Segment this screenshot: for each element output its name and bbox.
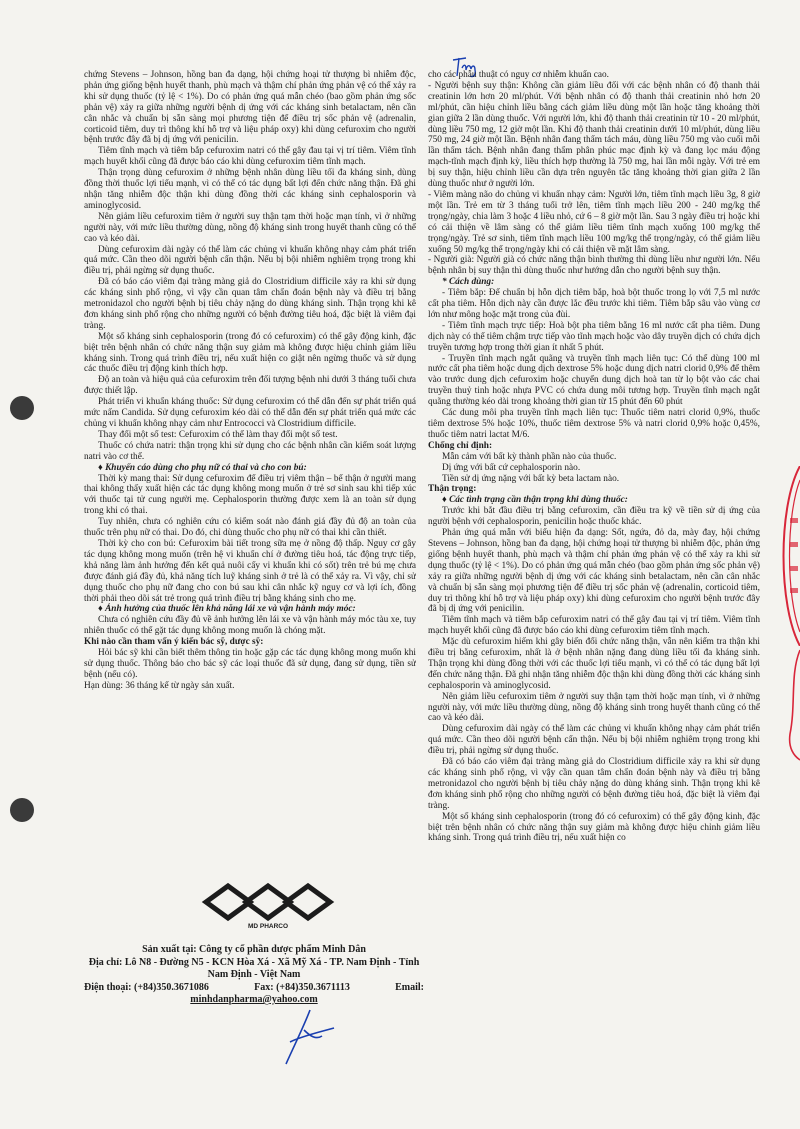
paragraph: Hỏi bác sỹ khi cần biết thêm thông tin hoặc gặp các tác dụng không mong muốn khi sử dụng thuốc. Thông báo cho bác sỹ các loại thuốc đã sử dụng, đang sử dụng, tiền sử bệnh (nếu có). (84, 648, 416, 680)
paragraph: Phản ứng quá mẫn với biểu hiện đa dạng: Sốt, ngứa, đỏ da, mày đay, hội chứng Stevens – Johnson, hồng ban đa dạng, hội chứng hoại tử thượng bì nhiễm độc, phản ứng giống bệnh huyết thanh, phù mạch và thậm chí phản ứng phản vệ có thể xảy ra khi sử dụng thuốc (tỷ lệ < 1%). Do có phản ứng quá mẫn chéo (bao gồm phản ứng sốc phản vệ) xảy ra giữa những người bệnh dị ứng với các kháng sinh betalactam, nên cần cân nhắc và chuẩn bị sẵn sàng mọi phương tiện để điều trị sốc phản vệ (adrenalin, corticoid tiêm, duy trì thông khí hỗ trợ và liệu pháp oxy) khi dùng cefuroxim cho người bệnh trước đây đã bị dị ứng với penicilin. (428, 528, 760, 615)
paragraph: - Tiêm tĩnh mạch trực tiếp: Hoà bột pha tiêm bằng 16 ml nước cất pha tiêm. Dung dịch này có thể tiêm chậm trực tiếp vào tĩnh mạch hoặc vào dây truyền dịch có chứa dịch truyền tương hợp trong thời gian ít nhất 5 phút. (428, 320, 760, 353)
red-stamp-seal (772, 466, 800, 646)
fax-label: Fax: (254, 981, 274, 993)
paragraph: Đã có báo cáo viêm đại tràng màng giả do Clostridium difficile xảy ra khi sử dụng các kháng sinh phổ rộng, vì vậy cần quan tâm chẩn đoán bệnh này và điều trị bằng metronidazol cho người bệnh bị tiêu chảy nặng do dùng kháng sinh. Thận trọng khi kê đơn kháng sinh phổ rộng cho những người có bệnh đường tiêu hoá, đặc biệt là viêm đại tràng. (428, 757, 760, 811)
manufacturer-name: Công ty cổ phần dược phẩm Minh Dân (196, 944, 366, 955)
paragraph: Một số kháng sinh cephalosporin (trong đó có cefuroxim) có thể gây động kinh, đặc biệt trên bệnh nhân có chức năng thận suy giảm mà không được hiệu chỉnh giảm liều kháng sinh. Trong quá trình điều trị, nếu xuất hiện co giật nên ngừng thuốc và sử dụng các thuốc điều trị động kinh thích hợp. (84, 331, 416, 375)
paragraph: - Người bệnh suy thận: Không cần giảm liều đối với các bệnh nhân có độ thanh thải creatinin lớn hơn 20 ml/phút. Với bệnh nhân có độ thanh thải creatinin nhỏ hơn 20 ml/phút, cần hiệu chỉnh liều bằng cách giảm liều dùng một lần hoặc tăng khoảng thời gian giữa 2 lần dùng thuốc. Với người lớn, khi độ thanh thải creatinin từ 10 - 20 ml/phút, dùng liều 750 mg, 12 giờ một lần. Khi độ thanh thải creatinin dưới 10 ml/phút, dùng liều 750 mg, 24 giờ một lần. Bệnh nhân đang thẩm tách máu, dùng liều 750 mg vào cuối mỗi lần thẩm tách. Bệnh nhân đang thẩm phân phúc mạc định kỳ và đang lọc máu động mạch-tĩnh mạch định kỳ, liều thích hợp thường là 750 mg, hai lần mỗi ngày. Với trẻ em bị suy thận, hiệu chỉnh liều cần dựa trên nguyên tắc tăng khoảng thời gian giữa 2 lần dùng thuốc như ở người lớn. (428, 80, 760, 190)
paragraph: Nên giảm liều cefuroxim tiêm ở người suy thận tạm thời hoặc mạn tính, vì ở những người này, với mức liều thường dùng, nồng độ kháng sinh trong huyết thanh cũng có thể cao và kéo dài. (428, 691, 760, 724)
paragraph: Thời kỳ cho con bú: Cefuroxim bài tiết trong sữa mẹ ở nồng độ thấp. Nguy cơ gây tác dụng không mong muốn (trên hệ vi khuẩn chí ở đường tiêu hoá, tác động trực tiếp, khả năng làm ảnh hưởng đến kết quả nuôi cấy vi khuẩn khi có sốt) trên trẻ bú mẹ chưa được đánh giá đầy đủ, khả năng tích luỹ kháng sinh ở trẻ là có thể xảy ra. Vì vậy, chỉ sử dụng thuốc cho phụ nữ đang cho con bú sau khi cân nhắc kỹ nguy cơ và lợi ích, đồng thời phải theo dõi sát trẻ trong quá trình điều trị bằng kháng sinh cho mẹ. (84, 538, 416, 604)
paragraph: ♦ Ảnh hưởng của thuốc lên khả năng lái xe và vận hành máy móc: (98, 604, 356, 615)
paragraph: - Truyền tĩnh mạch ngắt quãng và truyền tĩnh mạch liên tục: Có thể dùng 100 ml nước cất pha tiêm hoặc dung dịch dextrose 5% hoặc dung dịch natri clorid 0,9% để thêm vào trước dung dịch cefuroxim hoặc chuyển dung dịch hoà tan từ lọ bột vào các chai truyền thuỷ tinh hoặc nhựa PVC có chứa dung môi tương hợp. Truyền tĩnh mạch ngắt quãng thường kéo dài trong khoảng thời gian từ 15 phút đến 60 phút (428, 353, 760, 408)
phone-number: (+84)350.3671086 (131, 981, 209, 993)
paragraph: * Cách dùng: (442, 277, 495, 288)
punch-hole (10, 396, 34, 420)
address-line (84, 957, 424, 982)
paragraph: Mẫn cảm với bất kỳ thành phần nào của thuốc. (442, 451, 617, 462)
email-address[interactable]: minhdanpharma@yahoo.com (190, 994, 318, 1005)
paragraph: Thời kỳ mang thai: Sử dụng cefuroxim để điều trị viêm thận – bể thận ở người mang thai không thấy xuất hiện các tác dụng không mong muốn ở trẻ sơ sinh sau khi tiếp xúc với thuốc tại tử cung người mẹ. Cephalosporin thường được xem là an toàn sử dụng trong khi có thai. (84, 473, 416, 517)
punch-hole (10, 798, 34, 822)
fax-number: (+84)350.3671113 (273, 981, 350, 993)
paragraph: Độ an toàn và hiệu quả của cefuroxim trên đối tượng bệnh nhi dưới 3 tháng tuổi chưa được thiết lập. (84, 375, 416, 397)
paragraph: Khi nào cần tham vấn ý kiến bác sỹ, dược sỹ: (84, 637, 264, 648)
md-pharco-logo (198, 880, 338, 930)
left-text-column (84, 70, 416, 910)
paragraph: - Viêm màng não do chủng vi khuẩn nhạy cảm: Người lớn, tiêm tĩnh mạch liều 3g, 8 giờ một lần. Trẻ em từ 3 tháng tuổi trở lên, tiêm tĩnh mạch liều 200 - 240 mg/kg thể trọng/ngày, chia làm 3 hoặc 4 liều nhỏ, cứ 6 – 8 giờ một lần. Sau 3 ngày điều trị hoặc khi có cải thiện về lâm sàng có thể giảm liều tiêm tĩnh mạch xuống 100 mg/kg thể trọng/ngày. Trẻ sơ sinh, tiêm tĩnh mạch liều 100 mg/kg thể trọng/ngày, có thể giảm liều xuống 50 mg/kg thể trọng/ngày khi có cải thiện về mặt lâm sàng. (428, 189, 760, 255)
paragraph: - Tiêm bắp: Để chuẩn bị hỗn dịch tiêm bắp, hoà bột thuốc trong lọ với 7,5 ml nước cất pha tiêm. Hỗn dịch này cần được lắc đều trước khi tiêm. Tiêm bắp sâu vào vùng cơ lớn như mông hoặc mặt trong của đùi. (428, 288, 760, 320)
paragraph: Hạn dùng: 36 tháng kể từ ngày sản xuất. (84, 680, 235, 691)
address-label: Địa chỉ: (88, 956, 123, 968)
paragraph: Trước khi bắt đầu điều trị bằng cefuroxim, cần điều tra kỹ về tiền sử dị ứng của người bệnh với cephalosporin, penicilin hoặc thuốc khác. (428, 506, 760, 528)
made-by-label: Sản xuất tại: (142, 944, 197, 955)
paragraph: Chưa có nghiên cứu đầy đủ về ảnh hưởng lên lái xe và vận hành máy móc tàu xe, tuy nhiên thuốc có thể gặt tác dụng không mong muốn là chóng mặt. (84, 615, 416, 637)
right-text-column (428, 70, 760, 1122)
handwritten-signature (280, 1006, 340, 1068)
contact-line (84, 982, 424, 995)
paragraph: ♦ Các tình trạng cần thận trọng khi dùng thuốc: (442, 495, 628, 506)
paragraph: Thay đổi một số test: Cefuroxim có thể làm thay đổi một số test. (98, 429, 338, 440)
manufacturer-info (84, 944, 424, 1007)
paragraph: Tiền sử dị ứng nặng với bất kỳ beta lactam nào. (442, 473, 620, 484)
paragraph: Tiêm tĩnh mạch và tiêm bắp cefuroxim natri có thể gây đau tại vị trí tiêm. Viêm tĩnh mạch huyết khối cũng đã được báo cáo khi dùng cefuroxim tiêm tĩnh mạch. (84, 146, 416, 168)
paragraph: chứng Stevens – Johnson, hồng ban đa dạng, hội chứng hoại tử thượng bì nhiễm độc, phản ứng giống bệnh huyết thanh, phù mạch và thậm chí phản ứng phản vệ có thể xảy ra khi sử dụng thuốc (tỷ lệ < 1%). Do có phản ứng quá mẫn chéo (bao gồm phản ứng sốc phản vệ) xảy ra giữa những người bệnh dị ứng với các kháng sinh betalactam, nên cần cân nhắc và chuẩn bị sẵn sàng mọi phương tiện để điều trị sốc phản vệ (adrenalin, corticoid tiêm, duy trì thông khí hỗ trợ và liệu pháp oxy) khi dùng cefuroxim cho người bệnh trước đây đã bị dị ứng với penicilin. (84, 70, 416, 146)
paragraph: Phát triển vi khuẩn kháng thuốc: Sử dụng cefuroxim có thể dẫn đến sự phát triển quá mức nấm Candida. Sử dụng cefuroxim kéo dài có thể dẫn đến sự phát triển quá mức các chủng vi khuẩn không nhạy cảm như Entrococci và Clostridium difficile. (84, 397, 416, 429)
paragraph: Thận trọng: (428, 484, 477, 495)
paragraph: Dùng cefuroxim dài ngày có thể làm các chủng vi khuẩn không nhạy cảm phát triển quá mức. Cần theo dõi người bệnh cẩn thận. Nếu bị bội nhiễm nghiêm trọng trong khi điều trị, phải ngừng sử dụng thuốc. (428, 724, 760, 757)
paragraph: Thận trọng dùng cefuroxim ở những bệnh nhân dùng liều tối đa kháng sinh, dùng đồng thời thuốc lợi tiểu mạnh, vì có thể có tác dụng bất lợi đến chức năng thận. Đã ghi nhận tăng nhiễm độc thận khi dùng đồng thời các kháng sinh cephalosporin và aminoglycosid. (84, 168, 416, 211)
paragraph: Tiêm tĩnh mạch và tiêm bắp cefuroxim natri có thể gây đau tại vị trí tiêm. Viêm tĩnh mạch huyết khối cũng đã được báo cáo khi dùng cefuroxim tiêm tĩnh mạch. (428, 615, 760, 637)
phone-label: Điện thoại: (84, 981, 132, 993)
email-label: Email: (395, 981, 424, 993)
paragraph: cho các phẫu thuật có nguy cơ nhiễm khuẩn cao. (428, 70, 609, 80)
red-signature-mark (786, 644, 800, 764)
paragraph: Đã có báo cáo viêm đại tràng màng giả do Clostridium difficile xảy ra khi sử dụng các kháng sinh phổ rộng, vì vậy cần quan tâm chẩn đoán bệnh này và điều trị bằng metronidazol cho người bệnh bị tiêu chảy nặng do dùng kháng sinh. Thận trọng khi kê đơn kháng sinh phổ rộng cho những người có bệnh đường tiêu hoá, đặc biệt là viêm đại tràng. (84, 277, 416, 331)
paragraph: - Người già: Người già có chức năng thận bình thường thì dùng liều như người lớn. Nếu bệnh nhân bị suy thận thì dùng thuốc như hướng dẫn cho người bệnh suy thận. (428, 255, 760, 277)
paragraph: Dị ứng với bất cứ cephalosporin nào. (442, 462, 581, 473)
paragraph: Chống chỉ định: (428, 440, 493, 451)
paragraph: Các dung môi pha truyền tĩnh mạch liên tục: Thuốc tiêm natri clorid 0,9%, thuốc tiêm dextrose 5% hoặc 10%, thuốc tiêm dextrose 5% và natri clorid 0,9% hoặc 0,45%, thuốc tiêm natri lactat M/6. (428, 408, 760, 440)
paragraph: Dùng cefuroxim dài ngày có thể làm các chủng vi khuẩn không nhạy cảm phát triển quá mức. Cần theo dõi người bệnh cẩn thận. Nếu bị bội nhiễm nghiêm trọng trong khi điều trị, phải ngừng sử dụng thuốc. (84, 244, 416, 277)
manufacturer-line (84, 944, 424, 957)
paragraph: Mặc dù cefuroxim hiếm khi gây biến đổi chức năng thận, vẫn nên kiểm tra thận khi điều trị bằng cefuroxim, nhất là ở bệnh nhân nặng đang dùng liều tối đa kháng sinh. Thận trọng khi dùng đồng thời với các thuốc lợi tiểu mạnh, vì có thể có tác dụng bất lợi đến chức năng thận. Đã ghi nhận tăng nhiễm độc thận khi dùng đồng thời các kháng sinh cephalosporin và aminoglycosid. (428, 637, 760, 691)
paragraph: Thuốc có chứa natri: thận trọng khi sử dụng cho các bệnh nhân cần kiểm soát lượng natri vào cơ thể. (84, 440, 416, 462)
paragraph: ♦ Khuyến cáo dùng cho phụ nữ có thai và cho con bú: (98, 462, 307, 473)
logo-text: MD PHARCO (247, 923, 289, 930)
paragraph: Tuy nhiên, chưa có nghiên cứu có kiểm soát nào đánh giá đầy đủ độ an toàn của thuốc trên phụ nữ có thai. Do đó, chỉ dùng thuốc cho phụ nữ có thai khi cần thiết. (84, 517, 416, 539)
manufacturer-address: Lô N8 - Đường N5 - KCN Hòa Xá - Xã Mỹ Xá - TP. Nam Định - Tỉnh Nam Định - Việt Nam (122, 956, 420, 980)
paragraph: Nên giảm liều cefuroxim tiêm ở người suy thận tạm thời hoặc mạn tính, vì ở những người này, với mức liều thường dùng, nồng độ kháng sinh trong huyết thanh cũng có thể cao và kéo dài. (84, 211, 416, 244)
paragraph: Một số kháng sinh cephalosporin (trong đó có cefuroxim) có thể gây động kinh, đặc biệt trên bệnh nhân có chức năng thận suy giảm mà không được hiệu chỉnh giảm liều kháng sinh. Trong quá trình điều trị, nếu xuất hiện co (428, 811, 760, 844)
